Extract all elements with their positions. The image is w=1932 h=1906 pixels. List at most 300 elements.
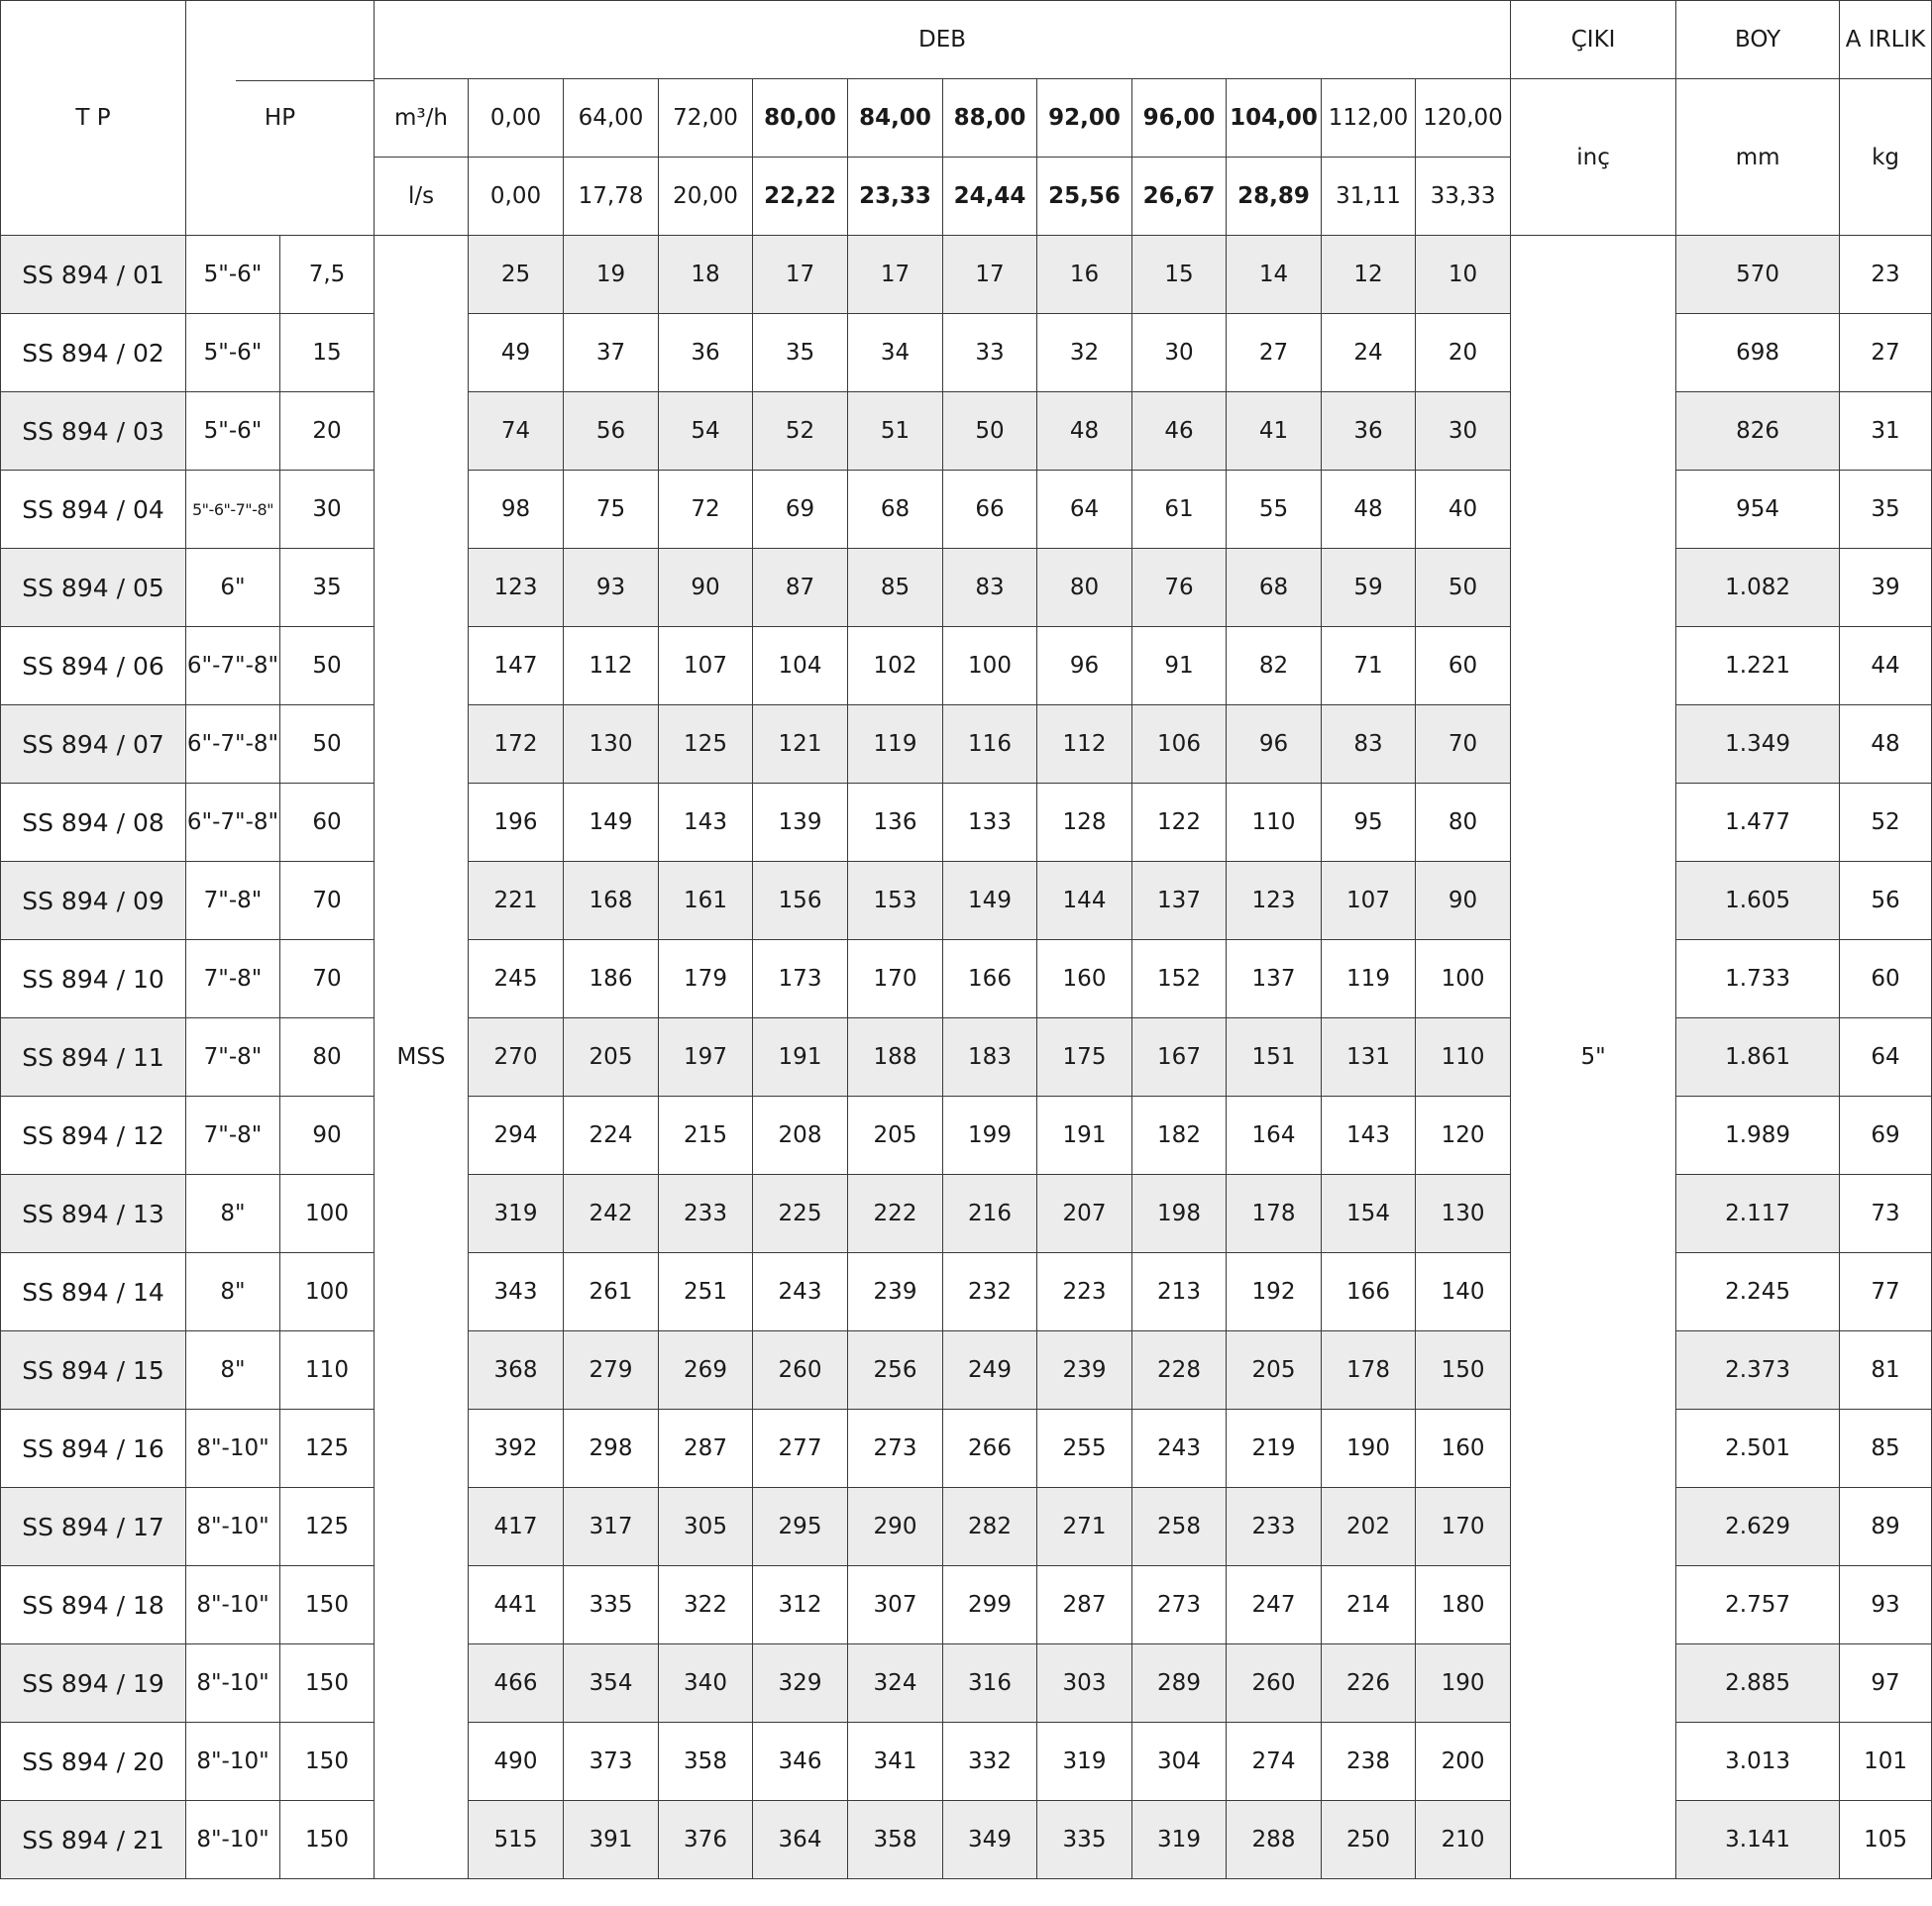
hp-value-cell: 50 [280, 705, 375, 784]
pump-type-cell: SS 894 / 04 [1, 471, 186, 549]
head-value-cell: 128 [1037, 784, 1132, 862]
head-value-cell: 83 [1322, 705, 1416, 784]
head-value-cell: 223 [1037, 1253, 1132, 1331]
head-value-cell: 200 [1416, 1723, 1511, 1801]
head-value-cell: 228 [1132, 1331, 1227, 1410]
head-value-cell: 515 [469, 1801, 564, 1879]
outlet-header: ÇIKI [1511, 1, 1676, 79]
head-value-cell: 172 [469, 705, 564, 784]
well-size-cell: 8"-10" [186, 1566, 280, 1644]
head-value-cell: 349 [943, 1801, 1037, 1879]
head-value-cell: 110 [1227, 784, 1322, 862]
flow-ls-value: 22,22 [753, 158, 848, 236]
head-value-cell: 14 [1227, 236, 1322, 314]
head-value-cell: 151 [1227, 1018, 1322, 1097]
flow-ls-value: 17,78 [564, 158, 659, 236]
head-value-cell: 239 [848, 1253, 943, 1331]
flow-m3h-value: 84,00 [848, 79, 943, 158]
head-value-cell: 160 [1416, 1410, 1511, 1488]
head-value-cell: 72 [659, 471, 753, 549]
length-unit: mm [1676, 79, 1840, 236]
head-value-cell: 391 [564, 1801, 659, 1879]
head-value-cell: 95 [1322, 784, 1416, 862]
head-value-cell: 112 [564, 627, 659, 705]
flow-m3h-value: 0,00 [469, 79, 564, 158]
head-value-cell: 216 [943, 1175, 1037, 1253]
head-value-cell: 125 [659, 705, 753, 784]
head-value-cell: 80 [1416, 784, 1511, 862]
flow-ls-value: 0,00 [469, 158, 564, 236]
flow-m3h-value: 104,00 [1227, 79, 1322, 158]
head-value-cell: 68 [1227, 549, 1322, 627]
head-value-cell: 12 [1322, 236, 1416, 314]
head-value-cell: 167 [1132, 1018, 1227, 1097]
head-value-cell: 202 [1322, 1488, 1416, 1566]
well-size-cell: 8"-10" [186, 1488, 280, 1566]
outlet-unit: inç [1511, 79, 1676, 236]
pump-type-cell: SS 894 / 16 [1, 1410, 186, 1488]
head-value-cell: 74 [469, 392, 564, 471]
head-value-cell: 260 [1227, 1644, 1322, 1723]
head-value-cell: 98 [469, 471, 564, 549]
head-value-cell: 136 [848, 784, 943, 862]
head-value-cell: 215 [659, 1097, 753, 1175]
head-value-cell: 317 [564, 1488, 659, 1566]
head-value-cell: 322 [659, 1566, 753, 1644]
flow-ls-value: 31,11 [1322, 158, 1416, 236]
head-value-cell: 210 [1416, 1801, 1511, 1879]
head-value-cell: 70 [1416, 705, 1511, 784]
weight-value-cell: 69 [1840, 1097, 1932, 1175]
head-value-cell: 329 [753, 1644, 848, 1723]
head-value-cell: 133 [943, 784, 1037, 862]
well-size-cell: 5"-6" [186, 392, 280, 471]
flow-m3h-value: 92,00 [1037, 79, 1132, 158]
head-value-cell: 277 [753, 1410, 848, 1488]
pump-type-cell: SS 894 / 05 [1, 549, 186, 627]
head-value-cell: 54 [659, 392, 753, 471]
head-value-cell: 104 [753, 627, 848, 705]
pump-type-cell: SS 894 / 10 [1, 940, 186, 1018]
head-value-cell: 130 [564, 705, 659, 784]
weight-value-cell: 93 [1840, 1566, 1932, 1644]
head-value-cell: 373 [564, 1723, 659, 1801]
length-value-cell: 2.501 [1676, 1410, 1840, 1488]
head-value-cell: 48 [1037, 392, 1132, 471]
head-value-cell: 304 [1132, 1723, 1227, 1801]
head-value-cell: 149 [564, 784, 659, 862]
head-value-cell: 224 [564, 1097, 659, 1175]
hp-value-cell: 70 [280, 862, 375, 940]
length-value-cell: 1.989 [1676, 1097, 1840, 1175]
pump-type-cell: SS 894 / 19 [1, 1644, 186, 1723]
head-value-cell: 266 [943, 1410, 1037, 1488]
head-value-cell: 290 [848, 1488, 943, 1566]
head-value-cell: 196 [469, 784, 564, 862]
head-value-cell: 123 [469, 549, 564, 627]
well-size-cell: 7"-8" [186, 1018, 280, 1097]
length-value-cell: 698 [1676, 314, 1840, 392]
weight-value-cell: 97 [1840, 1644, 1932, 1723]
head-value-cell: 56 [564, 392, 659, 471]
head-value-cell: 37 [564, 314, 659, 392]
head-value-cell: 249 [943, 1331, 1037, 1410]
well-size-cell: 8"-10" [186, 1723, 280, 1801]
flow-m3h-value: 72,00 [659, 79, 753, 158]
hp-value-cell: 15 [280, 314, 375, 392]
head-value-cell: 41 [1227, 392, 1322, 471]
outlet-value-cell: 5" [1511, 236, 1676, 1879]
head-value-cell: 83 [943, 549, 1037, 627]
flow-ls-value: 24,44 [943, 158, 1037, 236]
head-value-cell: 358 [659, 1723, 753, 1801]
head-value-cell: 110 [1416, 1018, 1511, 1097]
head-value-cell: 287 [659, 1410, 753, 1488]
flow-ls-value: 23,33 [848, 158, 943, 236]
unit-m3h: m³/h [375, 79, 469, 158]
head-value-cell: 191 [753, 1018, 848, 1097]
well-size-cell: 8" [186, 1331, 280, 1410]
head-value-cell: 288 [1227, 1801, 1322, 1879]
head-value-cell: 316 [943, 1644, 1037, 1723]
weight-value-cell: 23 [1840, 236, 1932, 314]
hp-value-cell: 125 [280, 1488, 375, 1566]
flow-m3h-value: 120,00 [1416, 79, 1511, 158]
head-value-cell: 183 [943, 1018, 1037, 1097]
head-value-cell: 198 [1132, 1175, 1227, 1253]
head-value-cell: 270 [469, 1018, 564, 1097]
weight-value-cell: 35 [1840, 471, 1932, 549]
hp-value-cell: 7,5 [280, 236, 375, 314]
flow-ls-value: 20,00 [659, 158, 753, 236]
head-value-cell: 55 [1227, 471, 1322, 549]
head-value-cell: 341 [848, 1723, 943, 1801]
head-value-cell: 40 [1416, 471, 1511, 549]
head-value-cell: 130 [1416, 1175, 1511, 1253]
head-value-cell: 199 [943, 1097, 1037, 1175]
head-value-cell: 156 [753, 862, 848, 940]
head-value-cell: 243 [753, 1253, 848, 1331]
head-value-cell: 100 [943, 627, 1037, 705]
head-value-cell: 137 [1132, 862, 1227, 940]
head-value-cell: 50 [1416, 549, 1511, 627]
head-value-cell: 168 [564, 862, 659, 940]
well-size-cell: 7"-8" [186, 862, 280, 940]
flow-ls-value: 26,67 [1132, 158, 1227, 236]
hp-value-cell: 70 [280, 940, 375, 1018]
head-value-cell: 273 [1132, 1566, 1227, 1644]
head-value-cell: 161 [659, 862, 753, 940]
hp-value-cell: 30 [280, 471, 375, 549]
head-value-cell: 80 [1037, 549, 1132, 627]
head-value-cell: 91 [1132, 627, 1227, 705]
well-size-cell: 5"-6" [186, 314, 280, 392]
head-value-cell: 71 [1322, 627, 1416, 705]
head-value-cell: 17 [848, 236, 943, 314]
head-value-cell: 131 [1322, 1018, 1416, 1097]
head-value-cell: 205 [1227, 1331, 1322, 1410]
head-value-cell: 120 [1416, 1097, 1511, 1175]
head-value-cell: 319 [1132, 1801, 1227, 1879]
hp-header [186, 1, 375, 236]
pump-type-cell: SS 894 / 11 [1, 1018, 186, 1097]
weight-value-cell: 73 [1840, 1175, 1932, 1253]
head-value-cell: 154 [1322, 1175, 1416, 1253]
head-value-cell: 96 [1037, 627, 1132, 705]
head-value-cell: 164 [1227, 1097, 1322, 1175]
flow-ls-value: 33,33 [1416, 158, 1511, 236]
flow-m3h-value: 64,00 [564, 79, 659, 158]
head-value-cell: 166 [943, 940, 1037, 1018]
head-value-cell: 147 [469, 627, 564, 705]
head-value-cell: 239 [1037, 1331, 1132, 1410]
head-value-cell: 213 [1132, 1253, 1227, 1331]
head-value-cell: 466 [469, 1644, 564, 1723]
head-value-cell: 178 [1322, 1331, 1416, 1410]
hp-value-cell: 125 [280, 1410, 375, 1488]
head-value-cell: 69 [753, 471, 848, 549]
well-size-cell: 7"-8" [186, 940, 280, 1018]
well-size-cell: 5"-6" [186, 236, 280, 314]
pump-type-cell: SS 894 / 03 [1, 392, 186, 471]
head-value-cell: 312 [753, 1566, 848, 1644]
head-value-cell: 59 [1322, 549, 1416, 627]
head-value-cell: 368 [469, 1331, 564, 1410]
pump-type-cell: SS 894 / 15 [1, 1331, 186, 1410]
length-value-cell: 826 [1676, 392, 1840, 471]
weight-unit: kg [1840, 79, 1932, 236]
length-header: BOY [1676, 1, 1840, 79]
head-value-cell: 376 [659, 1801, 753, 1879]
head-value-cell: 160 [1037, 940, 1132, 1018]
pump-type-cell: SS 894 / 20 [1, 1723, 186, 1801]
head-value-cell: 346 [753, 1723, 848, 1801]
head-value-cell: 299 [943, 1566, 1037, 1644]
head-value-cell: 119 [848, 705, 943, 784]
well-size-cell: 6"-7"-8" [186, 784, 280, 862]
head-value-cell: 358 [848, 1801, 943, 1879]
well-size-cell: 5"-6"-7"-8" [186, 471, 280, 549]
head-value-cell: 119 [1322, 940, 1416, 1018]
head-value-cell: 340 [659, 1644, 753, 1723]
well-size-cell: 6"-7"-8" [186, 705, 280, 784]
head-value-cell: 279 [564, 1331, 659, 1410]
head-value-cell: 243 [1132, 1410, 1227, 1488]
head-value-cell: 305 [659, 1488, 753, 1566]
head-value-cell: 295 [753, 1488, 848, 1566]
hp-value-cell: 50 [280, 627, 375, 705]
head-value-cell: 36 [659, 314, 753, 392]
head-value-cell: 179 [659, 940, 753, 1018]
head-value-cell: 144 [1037, 862, 1132, 940]
weight-header: A IRLIK [1840, 1, 1932, 79]
flow-m3h-value: 80,00 [753, 79, 848, 158]
pump-type-cell: SS 894 / 09 [1, 862, 186, 940]
length-value-cell: 570 [1676, 236, 1840, 314]
head-value-cell: 251 [659, 1253, 753, 1331]
weight-value-cell: 27 [1840, 314, 1932, 392]
head-value-cell: 260 [753, 1331, 848, 1410]
head-value-cell: 76 [1132, 549, 1227, 627]
hp-value-cell: 150 [280, 1644, 375, 1723]
head-value-cell: 17 [943, 236, 1037, 314]
unit-ls: l/s [375, 158, 469, 236]
head-value-cell: 15 [1132, 236, 1227, 314]
head-value-cell: 269 [659, 1331, 753, 1410]
head-value-cell: 222 [848, 1175, 943, 1253]
head-value-cell: 116 [943, 705, 1037, 784]
head-value-cell: 66 [943, 471, 1037, 549]
head-value-cell: 32 [1037, 314, 1132, 392]
hp-value-cell: 100 [280, 1175, 375, 1253]
hp-value-cell: 60 [280, 784, 375, 862]
head-value-cell: 64 [1037, 471, 1132, 549]
length-value-cell: 2.245 [1676, 1253, 1840, 1331]
head-value-cell: 18 [659, 236, 753, 314]
head-value-cell: 122 [1132, 784, 1227, 862]
head-value-cell: 34 [848, 314, 943, 392]
weight-value-cell: 105 [1840, 1801, 1932, 1879]
head-value-cell: 207 [1037, 1175, 1132, 1253]
head-value-cell: 180 [1416, 1566, 1511, 1644]
head-value-cell: 60 [1416, 627, 1511, 705]
head-value-cell: 205 [848, 1097, 943, 1175]
length-value-cell: 954 [1676, 471, 1840, 549]
hp-header-label: HP [264, 105, 296, 131]
head-value-cell: 153 [848, 862, 943, 940]
flow-ls-value: 25,56 [1037, 158, 1132, 236]
head-value-cell: 282 [943, 1488, 1037, 1566]
head-value-cell: 35 [753, 314, 848, 392]
flow-m3h-value: 88,00 [943, 79, 1037, 158]
well-size-cell: 8"-10" [186, 1801, 280, 1879]
weight-value-cell: 64 [1840, 1018, 1932, 1097]
head-value-cell: 51 [848, 392, 943, 471]
mss-cell: MSS [375, 236, 469, 1879]
weight-value-cell: 31 [1840, 392, 1932, 471]
head-value-cell: 490 [469, 1723, 564, 1801]
flow-m3h-value: 112,00 [1322, 79, 1416, 158]
deb-header: DEB [375, 1, 1511, 79]
pump-type-cell: SS 894 / 06 [1, 627, 186, 705]
head-value-cell: 205 [564, 1018, 659, 1097]
hp-value-cell: 150 [280, 1723, 375, 1801]
head-value-cell: 324 [848, 1644, 943, 1723]
head-value-cell: 19 [564, 236, 659, 314]
pump-type-cell: SS 894 / 18 [1, 1566, 186, 1644]
weight-value-cell: 48 [1840, 705, 1932, 784]
weight-value-cell: 44 [1840, 627, 1932, 705]
head-value-cell: 343 [469, 1253, 564, 1331]
well-size-cell: 8" [186, 1175, 280, 1253]
head-value-cell: 417 [469, 1488, 564, 1566]
weight-value-cell: 56 [1840, 862, 1932, 940]
head-value-cell: 46 [1132, 392, 1227, 471]
head-value-cell: 197 [659, 1018, 753, 1097]
length-value-cell: 3.141 [1676, 1801, 1840, 1879]
well-size-cell: 8"-10" [186, 1410, 280, 1488]
head-value-cell: 214 [1322, 1566, 1416, 1644]
well-size-cell: 7"-8" [186, 1097, 280, 1175]
head-value-cell: 191 [1037, 1097, 1132, 1175]
length-value-cell: 3.013 [1676, 1723, 1840, 1801]
length-value-cell: 2.629 [1676, 1488, 1840, 1566]
head-value-cell: 82 [1227, 627, 1322, 705]
head-value-cell: 335 [1037, 1801, 1132, 1879]
hp-value-cell: 150 [280, 1566, 375, 1644]
length-value-cell: 1.605 [1676, 862, 1840, 940]
head-value-cell: 319 [1037, 1723, 1132, 1801]
hp-divider [236, 80, 375, 81]
weight-value-cell: 39 [1840, 549, 1932, 627]
pump-type-cell: SS 894 / 12 [1, 1097, 186, 1175]
head-value-cell: 107 [659, 627, 753, 705]
head-value-cell: 182 [1132, 1097, 1227, 1175]
weight-value-cell: 85 [1840, 1410, 1932, 1488]
well-size-cell: 8" [186, 1253, 280, 1331]
head-value-cell: 85 [848, 549, 943, 627]
weight-value-cell: 101 [1840, 1723, 1932, 1801]
head-value-cell: 441 [469, 1566, 564, 1644]
head-value-cell: 100 [1416, 940, 1511, 1018]
head-value-cell: 274 [1227, 1723, 1322, 1801]
head-value-cell: 307 [848, 1566, 943, 1644]
head-value-cell: 233 [1227, 1488, 1322, 1566]
hp-value-cell: 100 [280, 1253, 375, 1331]
head-value-cell: 87 [753, 549, 848, 627]
head-value-cell: 298 [564, 1410, 659, 1488]
length-value-cell: 2.117 [1676, 1175, 1840, 1253]
head-value-cell: 68 [848, 471, 943, 549]
head-value-cell: 319 [469, 1175, 564, 1253]
head-value-cell: 90 [659, 549, 753, 627]
head-value-cell: 90 [1416, 862, 1511, 940]
head-value-cell: 271 [1037, 1488, 1132, 1566]
head-value-cell: 27 [1227, 314, 1322, 392]
head-value-cell: 221 [469, 862, 564, 940]
head-value-cell: 139 [753, 784, 848, 862]
head-value-cell: 33 [943, 314, 1037, 392]
head-value-cell: 392 [469, 1410, 564, 1488]
pump-type-cell: SS 894 / 08 [1, 784, 186, 862]
pump-type-cell: SS 894 / 13 [1, 1175, 186, 1253]
pump-type-cell: SS 894 / 14 [1, 1253, 186, 1331]
length-value-cell: 1.349 [1676, 705, 1840, 784]
pump-type-cell: SS 894 / 02 [1, 314, 186, 392]
head-value-cell: 364 [753, 1801, 848, 1879]
length-value-cell: 1.477 [1676, 784, 1840, 862]
head-value-cell: 294 [469, 1097, 564, 1175]
head-value-cell: 152 [1132, 940, 1227, 1018]
pump-type-cell: SS 894 / 17 [1, 1488, 186, 1566]
head-value-cell: 93 [564, 549, 659, 627]
head-value-cell: 186 [564, 940, 659, 1018]
head-value-cell: 166 [1322, 1253, 1416, 1331]
head-value-cell: 102 [848, 627, 943, 705]
pump-type-cell: SS 894 / 07 [1, 705, 186, 784]
head-value-cell: 289 [1132, 1644, 1227, 1723]
hp-value-cell: 110 [280, 1331, 375, 1410]
head-value-cell: 245 [469, 940, 564, 1018]
head-value-cell: 238 [1322, 1723, 1416, 1801]
head-value-cell: 190 [1322, 1410, 1416, 1488]
head-value-cell: 16 [1037, 236, 1132, 314]
head-value-cell: 30 [1132, 314, 1227, 392]
head-value-cell: 96 [1227, 705, 1322, 784]
head-value-cell: 173 [753, 940, 848, 1018]
head-value-cell: 335 [564, 1566, 659, 1644]
head-value-cell: 36 [1322, 392, 1416, 471]
